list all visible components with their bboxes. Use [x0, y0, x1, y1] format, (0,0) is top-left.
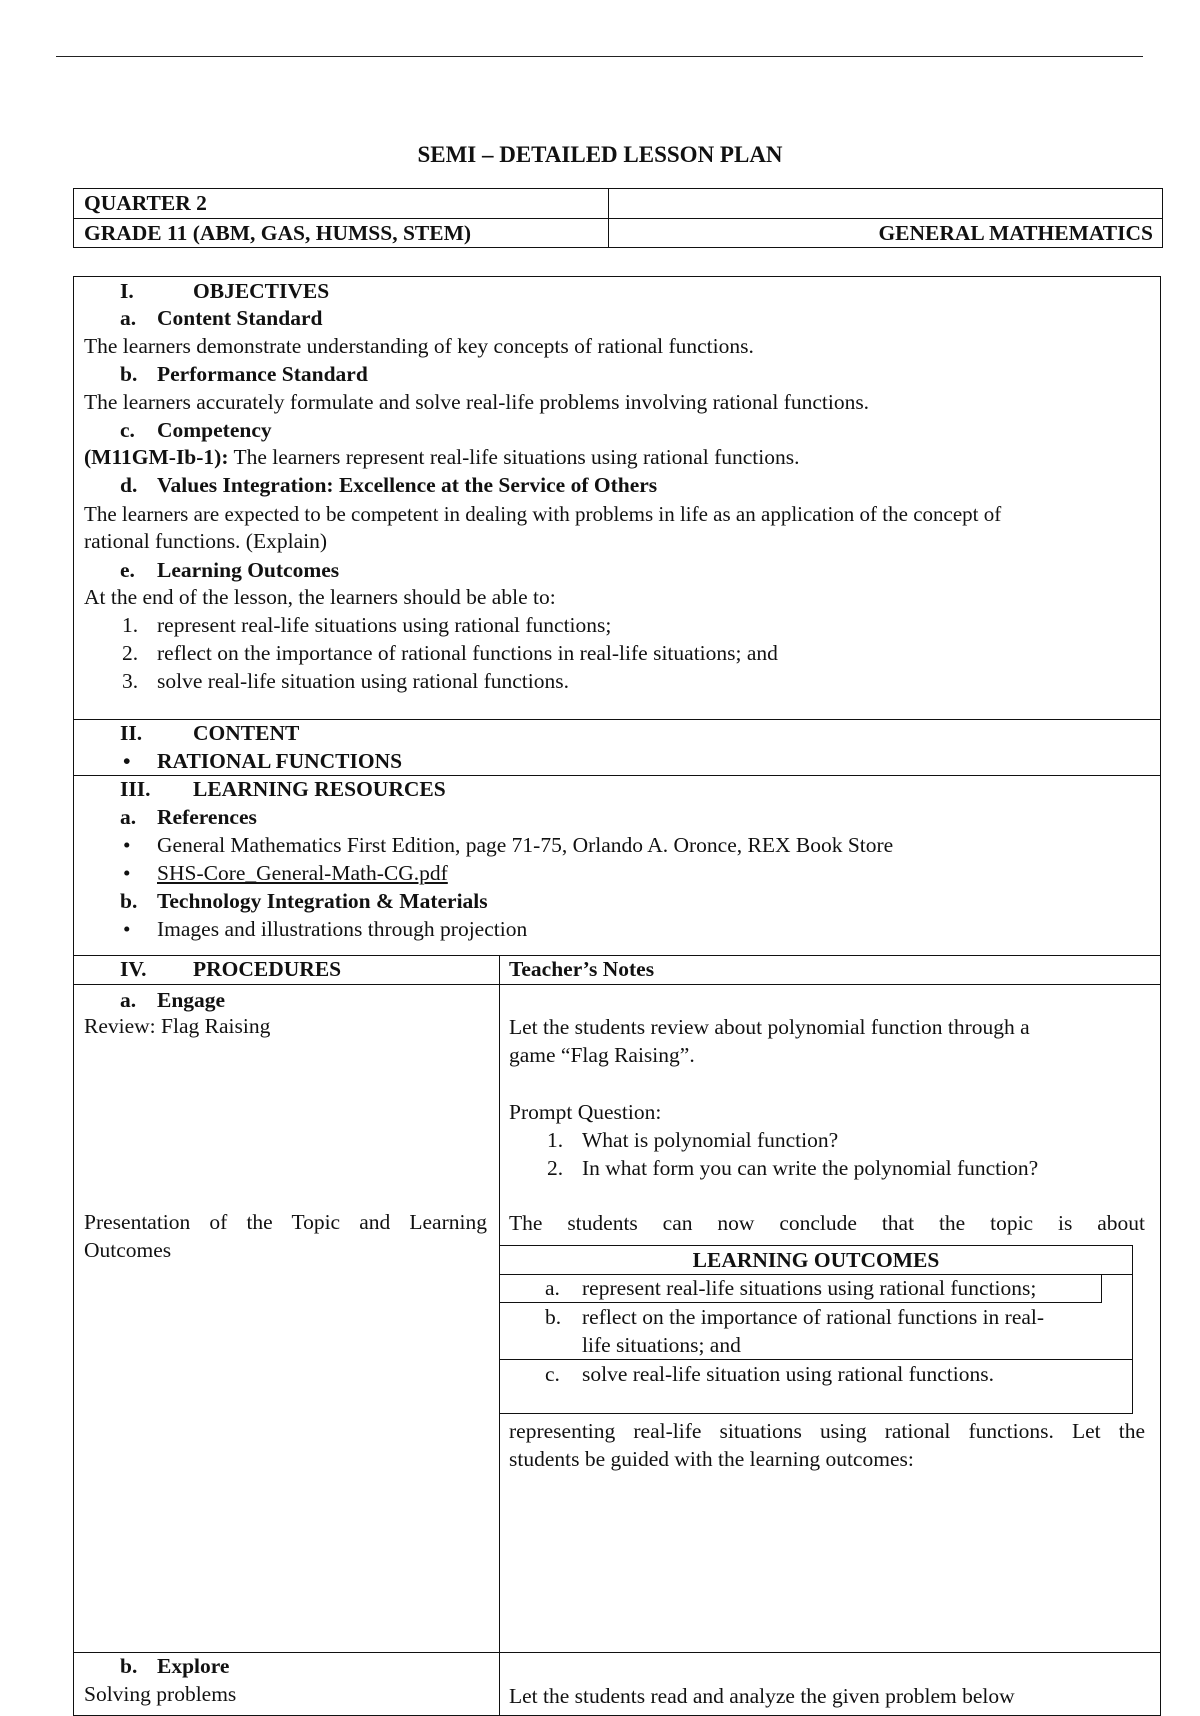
learning-outcomes-title: Learning Outcomes [157, 558, 340, 582]
values-integration-label: d. [120, 473, 138, 497]
divider-procedures-header [73, 984, 1161, 985]
outcome-1-text: represent real-life situations using rational functions; [157, 613, 612, 637]
lo-table-inner-right [1101, 1274, 1102, 1303]
teachers-notes-heading: Teacher’s Notes [509, 957, 655, 981]
prompt-2-text: In what form you can write the polynomial function? [582, 1156, 1039, 1180]
presentation-label-1: Presentation of the Topic and Learning [84, 1210, 487, 1234]
technology-label: b. [120, 889, 138, 913]
resources-number: III. [120, 777, 151, 801]
learning-outcomes-intro: At the end of the lesson, the learners should be able to: [84, 585, 556, 609]
content-item: • RATIONAL FUNCTIONS [157, 747, 402, 775]
engage-label: a. [120, 988, 137, 1012]
procedures-heading: PROCEDURES [193, 957, 342, 981]
outcome-2-text: reflect on the importance of rational functions in real-life situations; and [157, 641, 778, 665]
outcome-3-number: 3. [122, 669, 139, 693]
lo-row-c-number: c. [545, 1362, 560, 1386]
content-standard-text: The learners demonstrate understanding of key concepts of rational functions. [84, 334, 754, 358]
technology-title: Technology Integration & Materials [157, 889, 488, 913]
prompt-1-number: 1. [547, 1128, 564, 1152]
resources-heading: LEARNING RESOURCES [193, 777, 446, 801]
explore-title: Explore [157, 1654, 230, 1678]
values-integration-text-2: rational functions. (Explain) [84, 529, 327, 553]
performance-standard-text: The learners accurately formulate and solve real-life problems involving rational functions. [84, 390, 870, 414]
outcome-2-number: 2. [122, 641, 139, 665]
content-heading: CONTENT [193, 721, 300, 745]
lo-row-b-text-2: life situations; and [582, 1333, 741, 1357]
learning-outcomes-label: e. [120, 558, 135, 582]
reference-2-link[interactable]: • SHS-Core_General-Math-CG.pdf [157, 859, 448, 887]
content-number: II. [120, 721, 143, 745]
values-integration-title: Values Integration: Excellence at the Service of Others [157, 473, 658, 497]
competency-label: c. [120, 418, 135, 442]
page-title: SEMI – DETAILED LESSON PLAN [417, 142, 783, 167]
competency-line [84, 443, 799, 471]
performance-standard-title: Performance Standard [157, 362, 368, 386]
engage-note-1: Let the students review about polynomial function through a [509, 1015, 1030, 1039]
engage-note-2: game “Flag Raising”. [509, 1043, 695, 1067]
lo-row-a-number: a. [545, 1276, 560, 1300]
engage-activity: Review: Flag Raising [84, 1014, 271, 1038]
objectives-heading: OBJECTIVES [193, 279, 330, 303]
quarter-label: QUARTER 2 [84, 191, 207, 215]
content-standard-title: Content Standard [157, 306, 323, 330]
references-title: References [157, 805, 257, 829]
performance-standard-label: b. [120, 362, 138, 386]
engage-title: Engage [157, 988, 226, 1012]
divider-engage-explore [73, 1652, 1161, 1653]
prompt-2-number: 2. [547, 1156, 564, 1180]
explore-label: b. [120, 1654, 138, 1678]
presentation-label-2: Outcomes [84, 1238, 172, 1262]
lo-row-a-text: represent real-life situations using rational functions; [582, 1276, 1037, 1300]
lo-row-b-number: b. [545, 1305, 562, 1329]
grade-label: GRADE 11 (ABM, GAS, HUMSS, STEM) [84, 221, 472, 245]
lo-row-b-text-1: reflect on the importance of rational functions in real- [582, 1305, 1045, 1329]
lo-table-heading: LEARNING OUTCOMES [692, 1248, 940, 1272]
competency-code: (M11GM-Ib-1): [84, 445, 229, 469]
presentation-note-2: representing real-life situations using rational functions. Let the [509, 1419, 1145, 1443]
subject-label: GENERAL MATHEMATICS [878, 221, 1153, 245]
outcome-3-text: solve real-life situation using rational functions. [157, 669, 569, 693]
competency-title: Competency [157, 418, 272, 442]
presentation-note-3: students be guided with the learning outcomes: [509, 1447, 914, 1471]
lo-row-c-text: solve real-life situation using rational functions. [582, 1362, 994, 1386]
explore-activity: Solving problems [84, 1682, 237, 1706]
values-integration-text-1: The learners are expected to be competent in dealing with problems in life as an application of the concept of [84, 502, 1002, 526]
presentation-note-1: The students can now conclude that the topic is about [509, 1211, 1145, 1235]
explore-note: Let the students read and analyze the given problem below [509, 1684, 1015, 1708]
top-rule [56, 56, 1143, 57]
content-standard-label: a. [120, 306, 137, 330]
prompt-question-label: Prompt Question: [509, 1100, 662, 1124]
technology-item-1: • Images and illustrations through projection [157, 915, 527, 943]
reference-1: • General Mathematics First Edition, page 71-75, Orlando A. Oronce, REX Book Store [157, 831, 893, 859]
outcome-1-number: 1. [122, 613, 139, 637]
procedures-number: IV. [120, 957, 147, 981]
competency-text: The learners represent real-life situations using rational functions. [228, 445, 800, 469]
references-label: a. [120, 805, 137, 829]
objectives-number: I. [120, 279, 134, 303]
header-table-col-divider [608, 188, 609, 248]
prompt-1-text: What is polynomial function? [582, 1128, 839, 1152]
